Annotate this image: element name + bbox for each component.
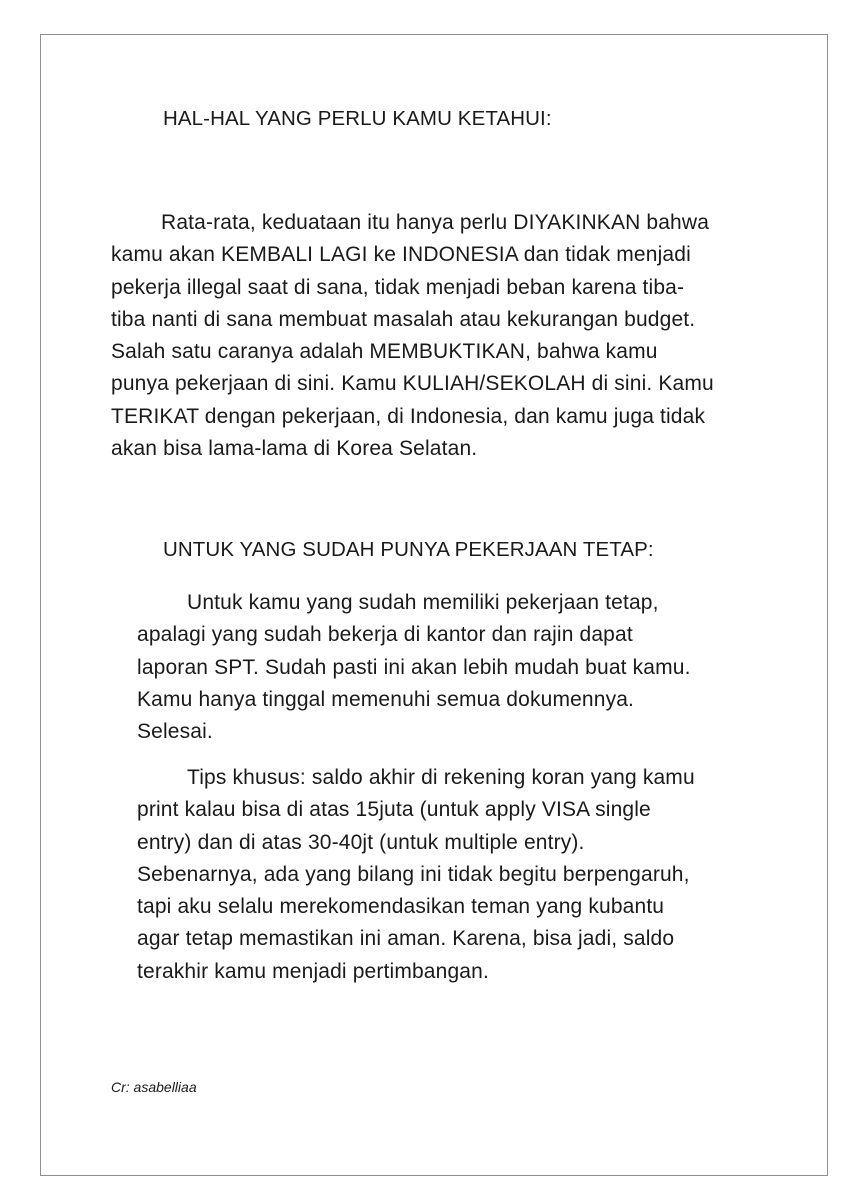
paragraph-line: Kamu hanya tinggal memenuhi semua dokumennya. [137, 687, 635, 711]
section-heading-things-to-know: HAL-HAL YANG PERLU KAMU KETAHUI: [163, 107, 552, 130]
paragraph-line: akan bisa lama-lama di Korea Selatan. [111, 437, 478, 461]
paragraph-permanent-job [137, 587, 691, 748]
paragraph-line: pekerja illegal saat di sana, tidak menjadi beban karena tiba- [111, 275, 685, 299]
paragraph-line: laporan SPT. Sudah pasti ini akan lebih mudah buat kamu. [137, 655, 691, 679]
paragraph-line: punya pekerjaan di sini. Kamu KULIAH/SEKOLAH di sini. Kamu [111, 372, 714, 396]
paragraph-line: kamu akan KEMBALI LAGI ke INDONESIA dan tidak menjadi [111, 243, 691, 267]
paragraph-line: Sebenarnya, ada yang bilang ini tidak begitu berpengaruh, [137, 862, 690, 886]
paragraph-special-tips [137, 762, 695, 988]
section-heading-permanent-job: UNTUK YANG SUDAH PUNYA PEKERJAAN TETAP: [163, 538, 654, 561]
paragraph-line: terakhir kamu menjadi pertimbangan. [137, 959, 489, 983]
paragraph-line: Selesai. [137, 720, 213, 744]
paragraph-line: tiba nanti di sana membuat masalah atau kekurangan budget. [111, 307, 696, 331]
credit-note: Cr: asabelliaa [111, 1079, 197, 1095]
paragraph-line: Tips khusus: saldo akhir di rekening koran yang kamu [187, 766, 695, 789]
document-page [40, 34, 828, 1176]
paragraph-line: tapi aku selalu merekomendasikan teman yang kubantu [137, 895, 665, 919]
paragraph-line: Rata-rata, keduataan itu hanya perlu DIYAKINKAN bahwa [161, 211, 710, 234]
paragraph-line: apalagi yang sudah bekerja di kantor dan rajin dapat [137, 623, 633, 647]
paragraph-embassy-requirements [111, 207, 714, 465]
paragraph-line: entry) dan di atas 30-40jt (untuk multiple entry). [137, 830, 585, 854]
paragraph-line: TERIKAT dengan pekerjaan, di Indonesia, dan kamu juga tidak [111, 404, 706, 428]
paragraph-line: print kalau bisa di atas 15juta (untuk apply VISA single [137, 798, 651, 822]
paragraph-line: agar tetap memastikan ini aman. Karena, bisa jadi, saldo [137, 927, 675, 951]
paragraph-line: Salah satu caranya adalah MEMBUKTIKAN, bahwa kamu [111, 340, 658, 364]
paragraph-line: Untuk kamu yang sudah memiliki pekerjaan tetap, [187, 591, 659, 614]
